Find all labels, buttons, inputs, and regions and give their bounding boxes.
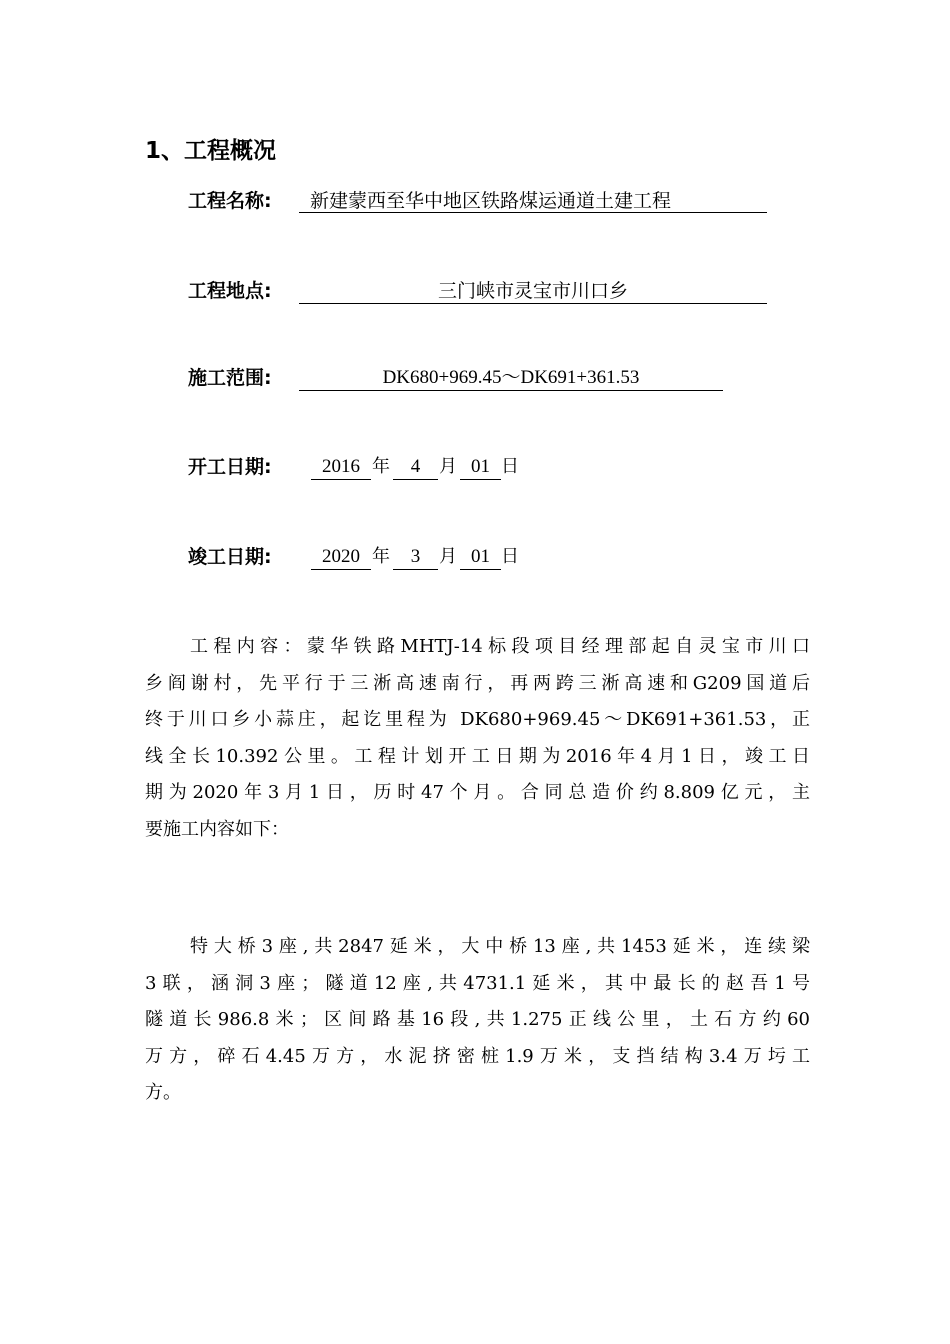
start-date-year-unit: 年: [372, 456, 390, 477]
paragraph-line: 万方，碎石4.45万方，水泥挤密桩1.9万米，支挡结构3.4万圬工: [145, 1045, 810, 1067]
end-date-label: 竣工日期:: [188, 546, 272, 568]
paragraph-line: 线全长10.392公里。工程计划开工日期为2016年4月1日，竣工日: [145, 745, 810, 767]
paragraph-line: 3联，涵洞3座；隧道12座,共4731.1延米，其中最长的赵吾1号: [145, 972, 810, 994]
construction-scope-label: 施工范围:: [188, 367, 272, 389]
end-date-day: 01: [460, 542, 501, 570]
start-date-day: 01: [460, 452, 501, 480]
end-date-month: 3: [393, 542, 438, 570]
end-date-year: 2020: [311, 542, 371, 570]
end-date-month-unit: 月: [439, 546, 457, 567]
paragraph-line: 特大桥3座,共2847延米，大中桥13座,共1453延米，连续梁: [190, 936, 810, 957]
section-heading: 1、工程概况: [145, 138, 277, 164]
paragraph-line: 终于川口乡小蒜庄，起讫里程为 DK680+969.45～DK691+361.53，正: [145, 709, 810, 731]
paragraph-line: 工程内容：蒙华铁路MHTJ-14标段项目经理部起自灵宝市川口: [190, 636, 810, 657]
start-date-day-unit: 日: [501, 456, 519, 477]
project-name-value: 新建蒙西至华中地区铁路煤运通道土建工程: [299, 186, 767, 213]
paragraph-line: 隧道长986.8米；区间路基16段,共1.275正线公里，土石方约60: [145, 1009, 810, 1031]
paragraph-line: 期为2020年3月1日，历时47个月。合同总造价约8.809亿元，主: [145, 782, 810, 804]
project-name-label: 工程名称:: [188, 190, 272, 212]
end-date-year-unit: 年: [372, 546, 390, 567]
project-location-label: 工程地点:: [188, 280, 272, 302]
paragraph-line: 方。: [145, 1082, 181, 1104]
content-paragraph-2: [145, 929, 810, 1112]
start-date-month: 4: [393, 452, 438, 480]
paragraph-line: 乡阎谢村，先平行于三淅高速南行，再两跨三淅高速和G209国道后: [145, 672, 810, 694]
construction-scope-value: DK680+969.45～DK691+361.53: [299, 363, 723, 391]
paragraph-line: 要施工内容如下：: [145, 818, 289, 840]
start-date-year: 2016: [311, 452, 371, 480]
project-location-value: 三门峡市灵宝市川口乡: [299, 276, 767, 304]
start-date-month-unit: 月: [439, 456, 457, 477]
content-paragraph-1: [145, 629, 810, 849]
end-date-day-unit: 日: [501, 546, 519, 567]
start-date-label: 开工日期:: [188, 456, 272, 478]
